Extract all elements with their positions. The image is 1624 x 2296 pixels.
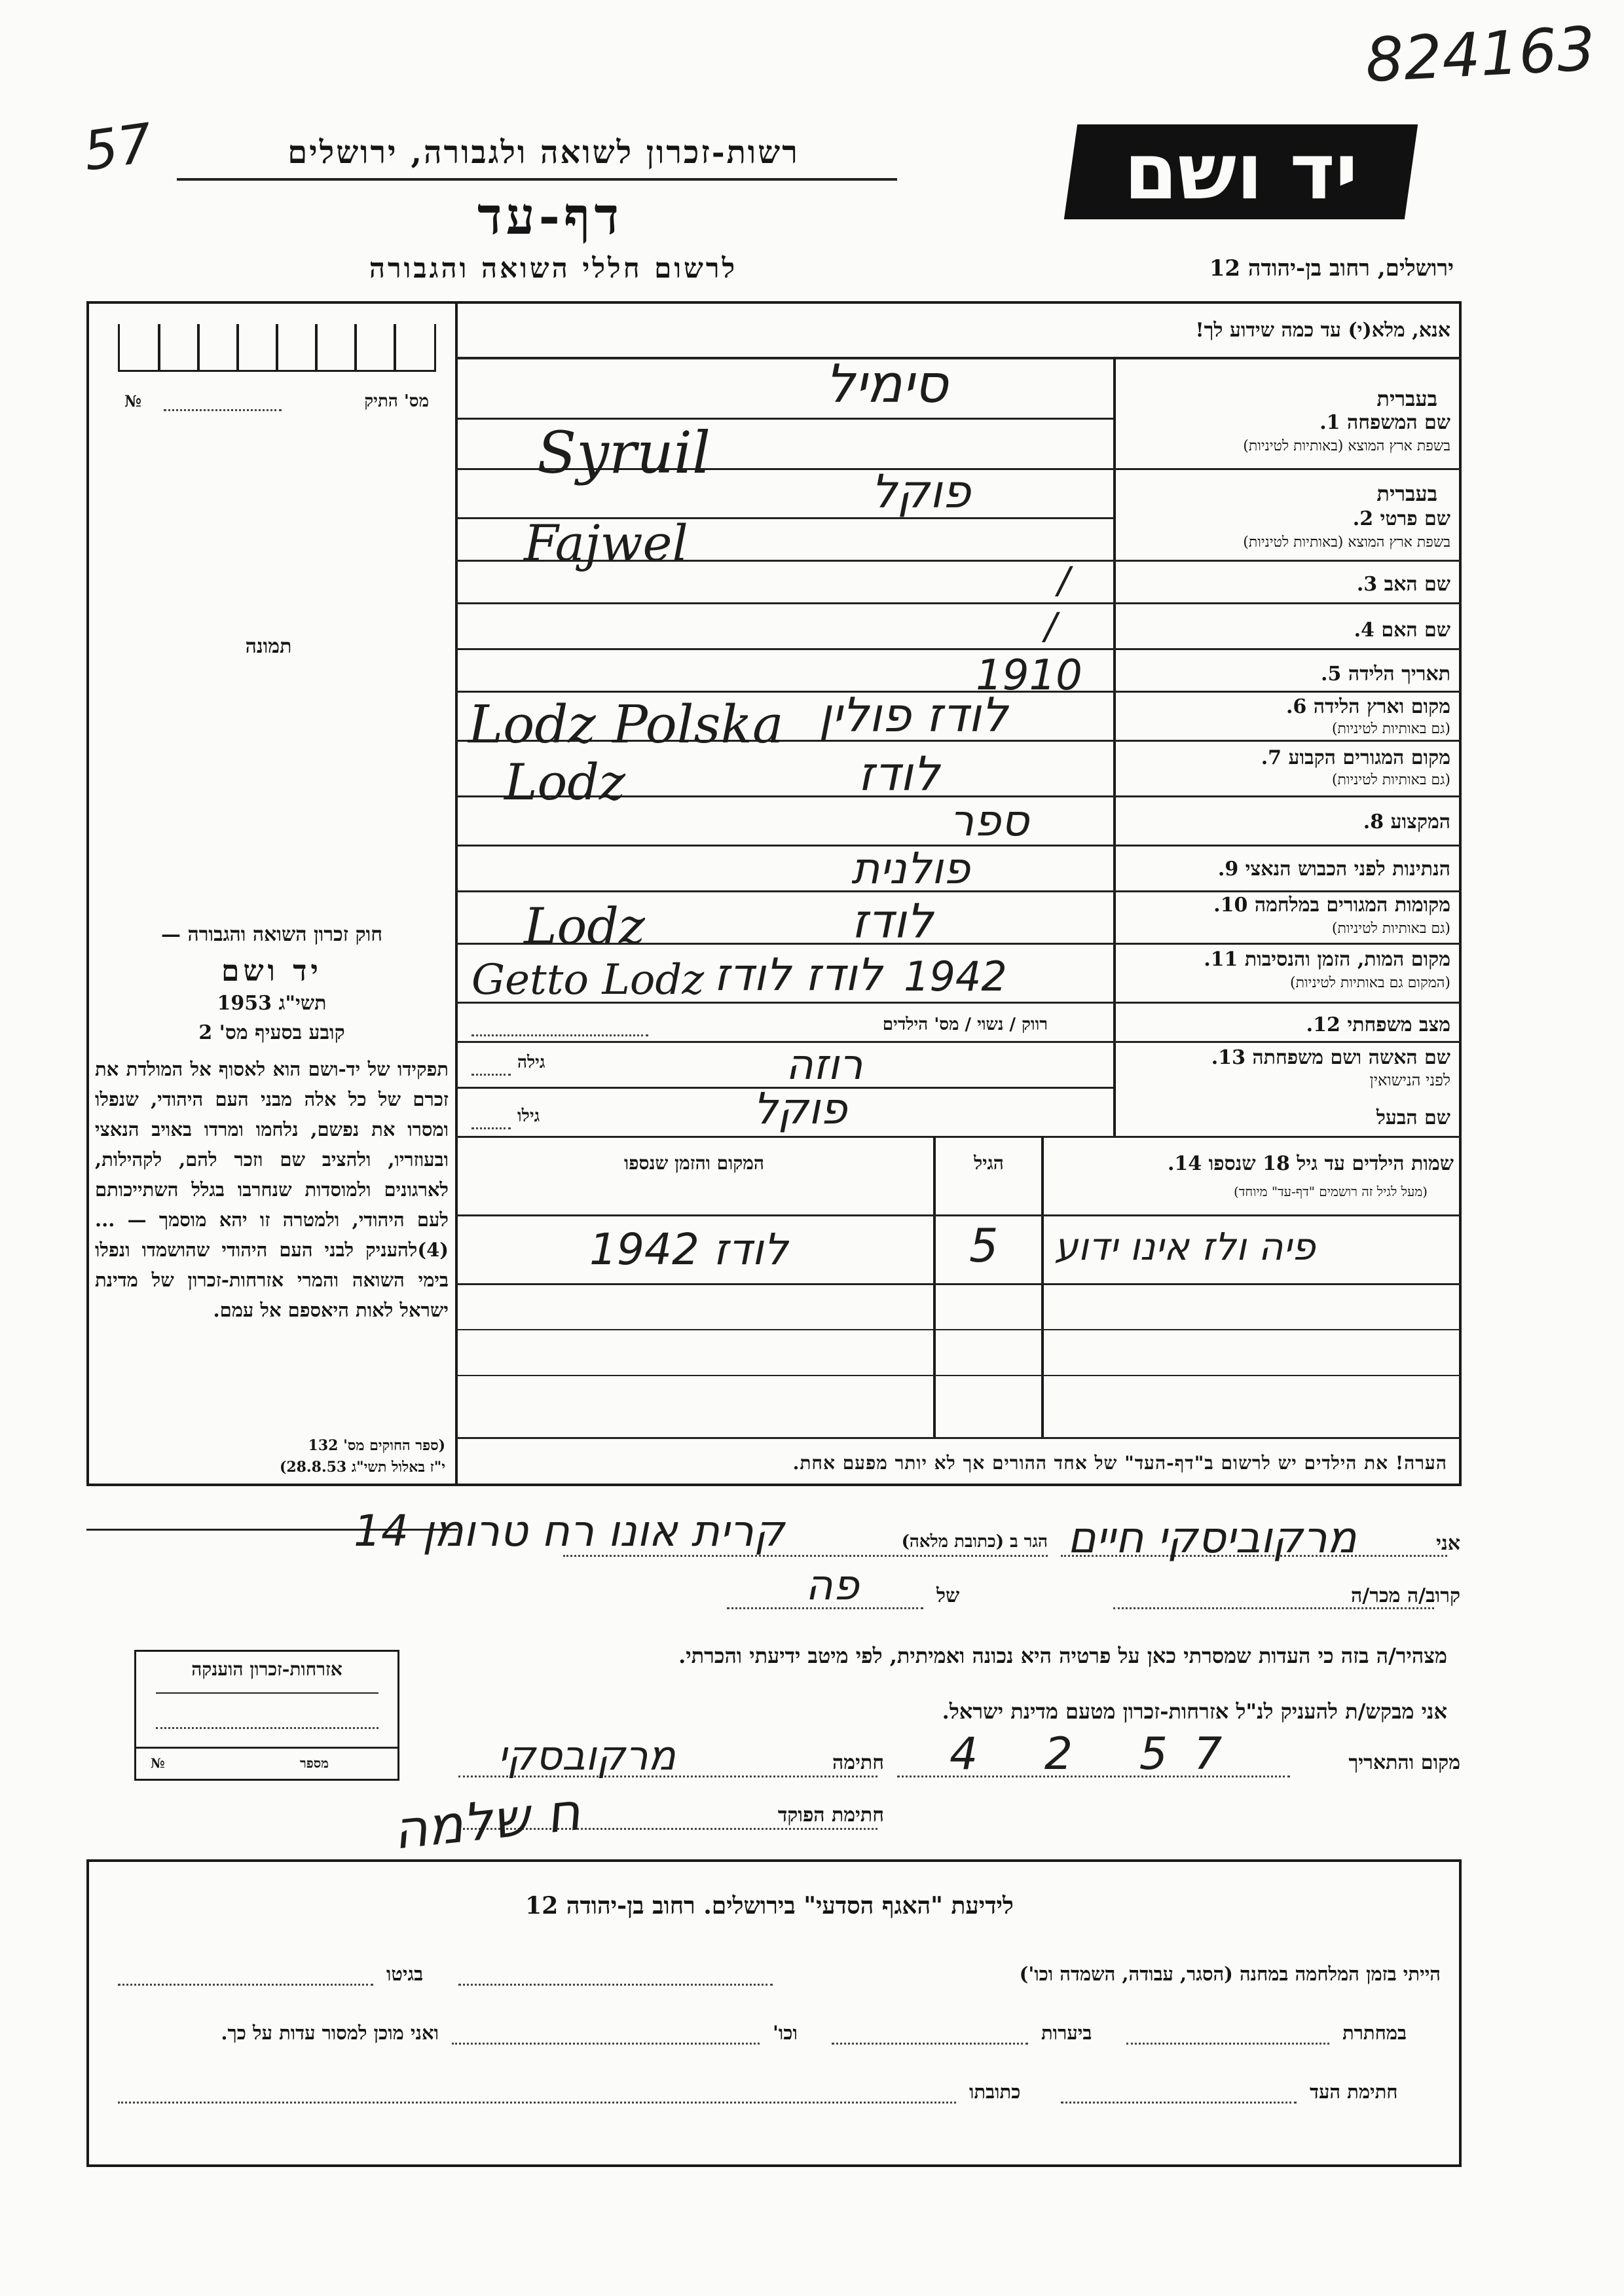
f10-label: מקומות המגורים במלחמה xyxy=(1254,894,1450,917)
f11-label: מקום המות, הזמן והנסיבות xyxy=(1244,948,1450,971)
f10-value-hebrew: לודז xyxy=(851,894,933,949)
f6-value-latin: Lodz Polska xyxy=(468,694,784,755)
law-year-line xyxy=(98,992,445,1015)
declarant-ani-label: אני xyxy=(1436,1532,1460,1555)
f11-value-hebrew: לודז לודז xyxy=(714,949,883,1001)
child-place: לודז 1942 xyxy=(589,1224,788,1275)
f12-label: מצב משפחתי xyxy=(1347,1013,1450,1036)
law-year: 1953 xyxy=(217,992,272,1015)
f11-value-year: 1942 xyxy=(904,953,1007,1000)
f2-hebrew-label: בעברית xyxy=(1376,481,1437,506)
citizenship-box xyxy=(134,1650,399,1781)
declaration-text: מצהיר/ה בזה כי העדות שמסרתי כאן על פרטיה היא נכונה ואמיתית, לפי מיטב ידיעתי והכרתי. xyxy=(678,1643,1447,1668)
header-address: ירושלים, רחוב בן-יהודה 12 xyxy=(1209,255,1454,282)
yad-vashem-logo xyxy=(1064,124,1418,219)
f2-value-hebrew: פוקל xyxy=(871,465,971,519)
f11-sublabel: (המקום גם באותיות לטיניות) xyxy=(1290,975,1450,991)
relation-label: קרוב/ה מכר/ה xyxy=(1351,1584,1460,1607)
file-number-label: מס' התיק xyxy=(364,392,429,411)
spouse-value: פוקל xyxy=(753,1084,847,1134)
declarant-resides-label: הגר ב (כתובת מלאה) xyxy=(901,1532,1048,1552)
f7-label: מקום המגורים הקבוע xyxy=(1288,746,1450,769)
f8-value: ספר xyxy=(950,795,1029,846)
children-name-divider xyxy=(1041,1136,1044,1437)
citizenship-number-mark: № xyxy=(151,1755,165,1771)
request-text: אני מבקש/ת להעניק לנ"ל אזרחות-זכרון מטעם מדינת ישראל. xyxy=(942,1699,1447,1724)
law-citation-1: (ספר החוקים מס' 132 xyxy=(308,1437,445,1454)
f10-value-latin: Lodz xyxy=(524,897,645,955)
law-text: תפקידו של יד-ושם הוא לאסוף אל המולדת את זכרם של כל אלה מבני העם היהודי, שנפלו ומסרו את נפשם, נלחמו ומרדו באויב הנאצי ובעוזריו, ולהציב שם וזכר להם, לקהילות, לארגונים ולמוסדות שנחרבו בגלל השתייכותם לעם היהודי, ולמטרה זו יהא מוסמך — ...(4)להעניק לבני העם היהודי שהושמדו ונפלו בימי השואה והמרי אזרחות-זכרון של מדינת ישראל לאות היאספם אל עמם. xyxy=(95,1058,449,1321)
children-title: שמות הילדים עד גיל 18 שנספו xyxy=(1208,1152,1454,1175)
page: 824163 57 יד ושם רשות-זכרון לשואה ולגבורה, ירושלים דף-עד לרשום חללי השואה והגבורה ירושלים, רחוב בן-יהודה 12 אנא, מלא(י) עד כמה שידוע לך! מס' התיק № תמונה חוק זכרון השואה והגבורה — יד ושם 1953 תשי"ג קובע בסעיף מס' 2 תפקידו של יד-ושם הוא לאסוף אל המולדת את זכרם של כל אלה מבני העם היהודי, שנפלו ומסרו את נפשם, נלחמו ומרדו באויב הנאצי ובעוזריו, ולהציב שם וזכר להם, לקהילות, לארגונים ולמוסדות שנחרבו בגלל השתייכותם לעם היהודי, ולמטרה זו יהא מוסמך — ...(4)להעניק לבני העם היהודי שהושמדו ונפלו בימי השואה והמרי אזרחות-זכרון של מדינת ישראל לאות היאספם אל עמם. (ספר החוקים מס' 132 י"ז באלול תשי"ג 28.8.53) בעברית שם המשפחה 1. בשפת ארץ המוצא (באותיות לטיניות) סימיל Syruil בעברית שם פרטי 2. בשפת ארץ המוצא (באותיות לטיניות) פוקל Fajwel שם האב 3. / שם האם 4. / תאריך הלידה 5. 1910 מקום וארץ הלידה 6. (גם באותיות לטיניות) לודז פולין Lodz Polska מקום המגורים הקבוע 7. (גם באותיות לטיניות) לודז Lodz המקצוע 8. ספר הנתינות לפני הכבוש הנאצי 9. פולנית מקומות המגורים במלחמה 10. (גם באותיות לטיניות) לודז Lodz מקום המות, הזמן והנסיבות 11. (המקום גם באותיות לטיניות) 1942 לודז לודז Getto Lodz מצב משפחתי 12. רווק / נשוי / מס' הילדים שם האשה ושם משפחתה 13. לפני הנישואין גילה רוזה שם הבעל גילו פוקל שמות הילדים עד גיל 18 שנספו 14. (מעל לגיל זה רושמים "דף-עד" מיוחד) הגיל המקום והזמן שנספו פיה ולז אינו ידוע 5 לודז 1942 הערה! את הילדים יש לרשום ב"דף-העד" של אחד ההורים אך לא יותר מפעם אחת. אני מרקוביסקי חיים הגר ב (כתובת מלאה) קרית אונו רח טרומן 14 קרוב/ה מכר/ה של פה מצהיר/ה בזה כי העדות שמסרתי כאן על פרטיה היא נכונה ואמיתית, לפי מיטב ידיעתי והכרתי. אני מבקש/ת להעניק לנ"ל אזרחות-זכרון מטעם מדינת ישראל. מקום והתאריך 4 2 57 חתימה מרקובסקי חתימת הפוקד ח שלמה אזרחות-זכרון הוענקה מספר № לידיעת "האגף הסדעי" בירושלים. רחוב בן-יהודה 12 הייתי בזמן המלחמה במחנה (הסגר, עבודה, השמדה וכו') בגיטו במחתרת ביערות וכו' ואני מוכן למסור עדות על כך. חתימת העד כתובתו xyxy=(0,0,1624,2296)
file-number-mark: № xyxy=(124,392,142,410)
file-number-field xyxy=(164,409,282,411)
f6-label: מקום וארץ הלידה xyxy=(1313,695,1450,718)
children-place-header: המקום והזמן שנספו xyxy=(624,1152,764,1174)
remark: הערה! את הילדים יש לרשום ב"דף-העד" של אחד ההורים אך לא יותר מפעם אחת. xyxy=(792,1452,1447,1474)
children-age-header: הגיל xyxy=(974,1152,1004,1174)
spouse-label: שם הבעל xyxy=(1376,1106,1450,1129)
footer-forests-label: ביערות xyxy=(1041,2022,1092,2044)
law-name: יד ושם xyxy=(221,955,322,988)
f13-label: שם האשה ושם משפחתה xyxy=(1252,1046,1450,1069)
corner-mark: 57 xyxy=(79,112,157,183)
relation-value: פה xyxy=(805,1561,859,1610)
f1-hebrew-label: בעברית xyxy=(1376,386,1437,411)
f3-value: / xyxy=(1058,560,1070,602)
file-number-ticks xyxy=(118,324,436,372)
authority-underline xyxy=(177,178,897,181)
footer-willing-label: ואני מוכן למסור עדות על כך. xyxy=(221,2022,439,2044)
signature-label: חתימה xyxy=(832,1751,884,1774)
law-section: קובע בסעיף מס' 2 xyxy=(198,1021,345,1044)
intro-instruction: אנא, מלא(י) עד כמה שידוע לך! xyxy=(1195,319,1450,342)
footer-ghetto-label: בגיטו xyxy=(386,1963,424,1985)
footer-witness-signature-label: חתימת העד xyxy=(1310,2081,1398,2103)
f1-label: שם המשפחה xyxy=(1346,411,1450,434)
f4-value: / xyxy=(1044,606,1057,648)
f2-label: שם פרטי xyxy=(1380,507,1450,530)
place-date-label: מקום והתאריך xyxy=(1348,1751,1460,1774)
f2-sublabel: בשפת ארץ המוצא (באותיות לטיניות) xyxy=(1243,534,1450,551)
f1-value-hebrew: סימיל xyxy=(825,354,948,414)
f2-value-latin: Fajwel xyxy=(524,514,688,572)
f7-value-hebrew: לודז xyxy=(858,746,940,801)
f9-label: הנתינות לפני הכבוש הנאצי xyxy=(1245,858,1450,881)
f13-sublabel: לפני הנישואין xyxy=(1369,1071,1450,1089)
form-title: דף-עד xyxy=(477,187,623,246)
f5-value: 1910 xyxy=(976,651,1082,700)
f5-label: תאריך הלידה xyxy=(1348,663,1450,685)
spouse-age-label: גילו xyxy=(517,1106,540,1126)
citizenship-number-label: מספר xyxy=(300,1755,329,1771)
f10-sublabel: (גם באותיות לטיניות) xyxy=(1331,920,1450,937)
f4-label: שם האם xyxy=(1381,619,1450,642)
footer-address-label: כתובתו xyxy=(969,2081,1021,2103)
law-year-hebrew: תשי"ג xyxy=(278,992,327,1015)
law-citation-2: י"ז באלול תשי"ג 28.8.53) xyxy=(279,1459,445,1476)
footer-camp-label: הייתי בזמן המלחמה במחנה (הסגר, עבודה, השמדה וכו') xyxy=(1019,1963,1441,1985)
f13-value: רוזה xyxy=(786,1041,863,1089)
f6-value-hebrew: לודז פולין xyxy=(819,687,1008,742)
official-signature-label: חתימת הפוקד xyxy=(777,1804,884,1827)
declarant-address: קרית אונו רח טרומן 14 xyxy=(354,1506,784,1556)
intro-divider xyxy=(455,357,1462,359)
f12-options: רווק / נשוי / מס' הילדים xyxy=(882,1015,1048,1034)
f8-label: המקצוע xyxy=(1390,811,1450,833)
date-value: 4 2 57 xyxy=(950,1728,1249,1780)
authority-name: רשות-זכרון לשואה ולגבורה, ירושלים xyxy=(287,134,800,171)
official-signature-value: ח שלמה xyxy=(390,1781,583,1861)
f1-sublabel: בשפת ארץ המוצא (באותיות לטיניות) xyxy=(1243,438,1450,454)
logo-text: יד ושם xyxy=(1124,126,1358,217)
f6-sublabel: (גם באותיות לטיניות) xyxy=(1331,721,1450,737)
f13-age-label: גילה xyxy=(517,1053,545,1072)
children-age-divider xyxy=(933,1136,936,1437)
f9-value: פולנית xyxy=(851,843,970,894)
f7-value-latin: Lodz xyxy=(504,753,625,811)
f7-sublabel: (גם באותיות לטיניות) xyxy=(1331,772,1450,788)
photo-label: תמונה xyxy=(245,635,292,658)
child-age: 5 xyxy=(969,1219,999,1273)
form-subtitle: לרשום חללי השואה והגבורה xyxy=(369,252,738,284)
footer-underground-label: במחתרת xyxy=(1342,2022,1407,2044)
f11-value-latin: Getto Lodz xyxy=(471,956,705,1004)
law-title: חוק זכרון השואה והגבורה — xyxy=(161,923,382,946)
f1-value-latin: Syruil xyxy=(537,419,711,486)
declarant-name: מרקוביסקי חיים xyxy=(1067,1512,1357,1563)
left-column-divider xyxy=(455,301,458,1486)
label-column-divider xyxy=(1113,357,1116,1136)
children-note: (מעל לגיל זה רושמים "דף-עד" מיוחד) xyxy=(1234,1184,1428,1199)
footer-etc-label: וכו' xyxy=(773,2022,798,2044)
f3-label: שם האב xyxy=(1384,573,1450,596)
signature-value: מרקובסקי xyxy=(498,1732,676,1779)
child-name: פיה ולז אינו ידוע xyxy=(1054,1224,1316,1269)
handwritten-archive-code: 824163 xyxy=(1363,13,1597,96)
relation-of-label: של xyxy=(936,1584,960,1607)
footer-title: לידיעת "האגף הסדעי" בירושלים. רחוב בן-יהודה 12 xyxy=(525,1892,1014,1920)
citizenship-box-title: אזרחות-זכרון הוענקה xyxy=(191,1658,342,1680)
